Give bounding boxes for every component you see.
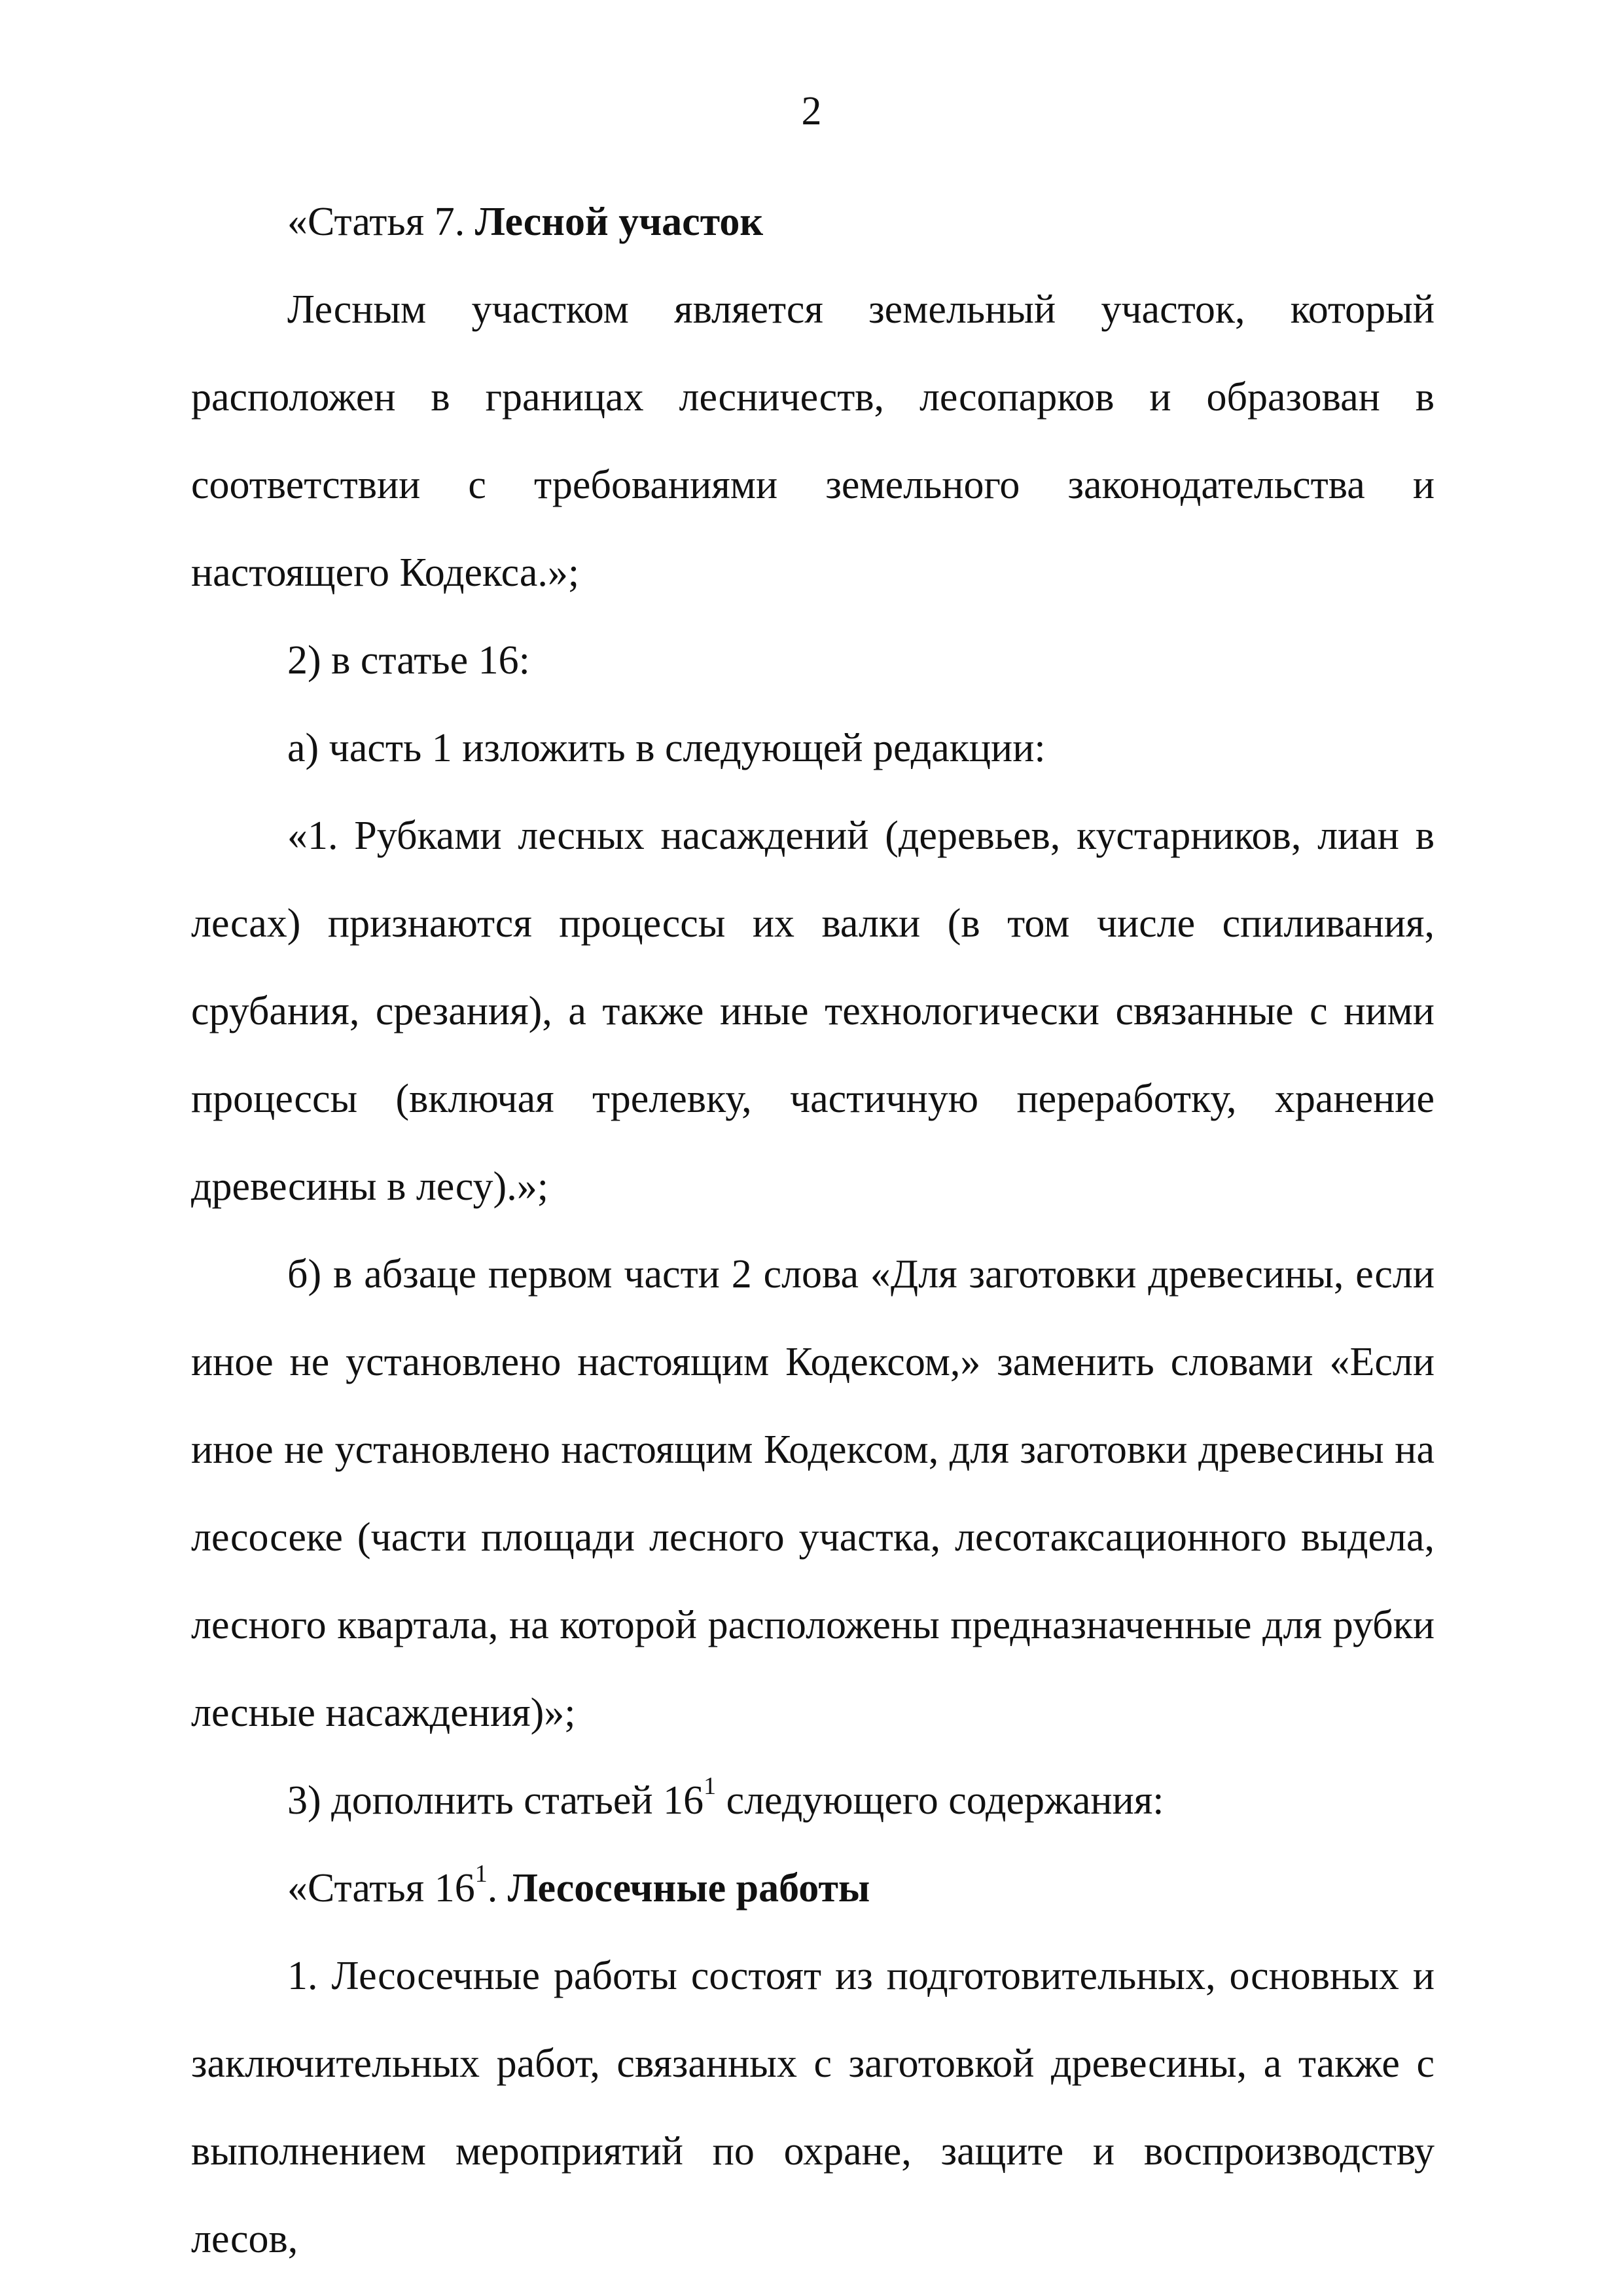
article-7-heading: [191, 178, 1435, 266]
document-body: [191, 178, 1435, 2283]
page-number: 2: [801, 89, 822, 134]
item-3-superscript: 1: [704, 1772, 717, 1800]
article-16-1-superscript: 1: [474, 1860, 488, 1888]
article-16-1-dot: .: [487, 1866, 508, 1910]
item-2a: а) часть 1 изложить в следующей редакции:: [287, 726, 1046, 770]
item-3-after: следующего содержания:: [716, 1778, 1164, 1823]
article-16-1-heading: [191, 1844, 1435, 1932]
article-7-text: Лесным участком является земельный участок, который расположен в границах лесничеств, лесопарков и образован в соответствии с требованиями земельного законодательства и настоящего Кодекса.»;: [191, 287, 1435, 595]
article-7-title: Лесной участок: [474, 200, 764, 244]
item-2: 2) в статье 16:: [287, 638, 530, 683]
article-16-1-part-1: 1. Лесосечные работы состоят из подготовительных, основных и заключительных работ, связанных с заготовкой древесины, а также с выполнением мероприятий по охране, защите и воспроизводству лесов,: [191, 1954, 1435, 2261]
item-2b: б) в абзаце первом части 2 слова «Для заготовки древесины, если иное не установлено настоящим Кодексом,» заменить словами «Если иное не установлено настоящим Кодексом, для заготовки древесины на лесосеке (части площади лесного участка, лесотаксационного выдела, лесного квартала, на которой расположены предназначенные для рубки лесные насаждения)»;: [191, 1252, 1435, 1735]
part-1-text: «1. Рубками лесных насаждений (деревьев, кустарников, лиан в лесах) признаются процессы их валки (в том числе спиливания, срубания, срезания), а также иные технологически связанные с ними процессы (включая трелевку, частичную переработку, хранение древесины в лесу).»;: [191, 814, 1435, 1209]
article-7-prefix: «Статья 7.: [287, 200, 475, 244]
item-3: [191, 1757, 1435, 1844]
article-16-1-title: Лесосечные работы: [507, 1866, 870, 1910]
article-16-1-prefix: «Статья 16: [287, 1866, 475, 1910]
item-3-before: 3) дополнить статьей 16: [287, 1778, 704, 1823]
